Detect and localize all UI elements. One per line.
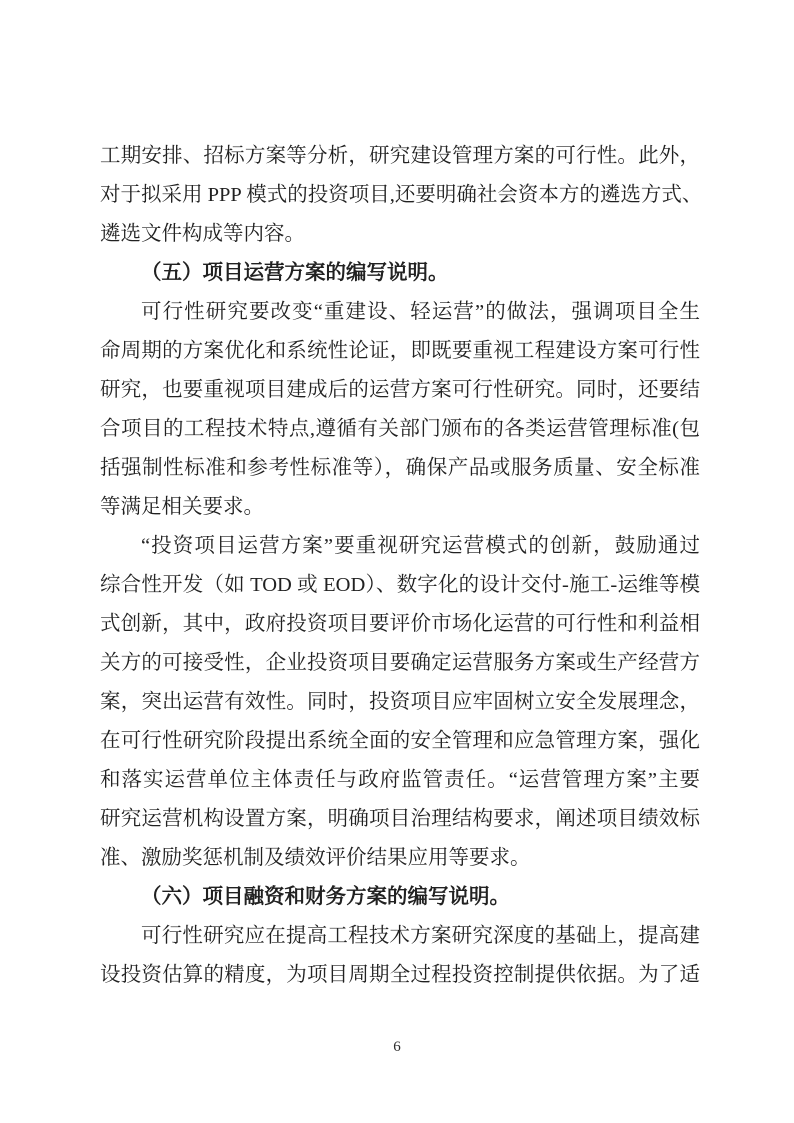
body-text-line: 对于拟采用 PPP 模式的投资项目,还要明确社会资本方的遴选方式、 bbox=[100, 184, 703, 206]
body-text-line: 工期安排、招标方案等分析，研究建设管理方案的可行性。此外， bbox=[100, 145, 700, 167]
body-text-line: 括强制性标准和参考性标准等），确保产品或服务质量、安全标准 bbox=[100, 457, 700, 479]
body-text-line: 研究，也要重视项目建成后的运营方案可行性研究。同时，还要结 bbox=[100, 379, 700, 401]
body-text-line: 可行性研究要改变“重建设、轻运营”的做法，强调项目全生 bbox=[141, 301, 700, 323]
body-text-line: 式创新，其中，政府投资项目要评价市场化运营的可行性和利益相 bbox=[100, 613, 700, 635]
body-text-line: 研究运营机构设置方案，明确项目治理结构要求，阐述项目绩效标 bbox=[100, 808, 700, 830]
body-text-line: 可行性研究应在提高工程技术方案研究深度的基础上，提高建 bbox=[141, 925, 700, 947]
body-text-line: “投资项目运营方案”要重视研究运营模式的创新，鼓励通过 bbox=[141, 535, 700, 557]
page-number: 6 bbox=[393, 1039, 401, 1055]
body-text-line: 关方的可接受性，企业投资项目要确定运营服务方案或生产经营方 bbox=[100, 652, 700, 674]
body-text-line: 设投资估算的精度，为项目周期全过程投资控制提供依据。为了适 bbox=[100, 964, 700, 986]
body-text-line: 合项目的工程技术特点,遵循有关部门颁布的各类运营管理标准(包 bbox=[100, 418, 700, 440]
body-text-line: 案，突出运营有效性。同时，投资项目应牢固树立安全发展理念， bbox=[100, 691, 700, 713]
body-text-line: 和落实运营单位主体责任与政府监管责任。“运营管理方案”主要 bbox=[100, 769, 700, 791]
page-footer bbox=[0, 1037, 794, 1057]
section-heading: （五）项目运营方案的编写说明。 bbox=[141, 262, 449, 284]
body-text-line: 等满足相关要求。 bbox=[100, 496, 264, 518]
body-text-line: 命周期的方案优化和系统性论证，即既要重视工程建设方案可行性 bbox=[100, 340, 700, 362]
body-text-line: 在可行性研究阶段提出系统全面的安全管理和应急管理方案，强化 bbox=[100, 730, 700, 752]
body-text-line: 遴选文件构成等内容。 bbox=[100, 223, 305, 245]
body-text-line: 准、激励奖惩机制及绩效评价结果应用等要求。 bbox=[100, 847, 531, 869]
body-text-line: 综合性开发（如 TOD 或 EOD）、数字化的设计交付-施工-运维等模 bbox=[100, 574, 700, 596]
section-heading: （六）项目融资和财务方案的编写说明。 bbox=[141, 886, 510, 908]
page-text-content bbox=[100, 137, 703, 995]
